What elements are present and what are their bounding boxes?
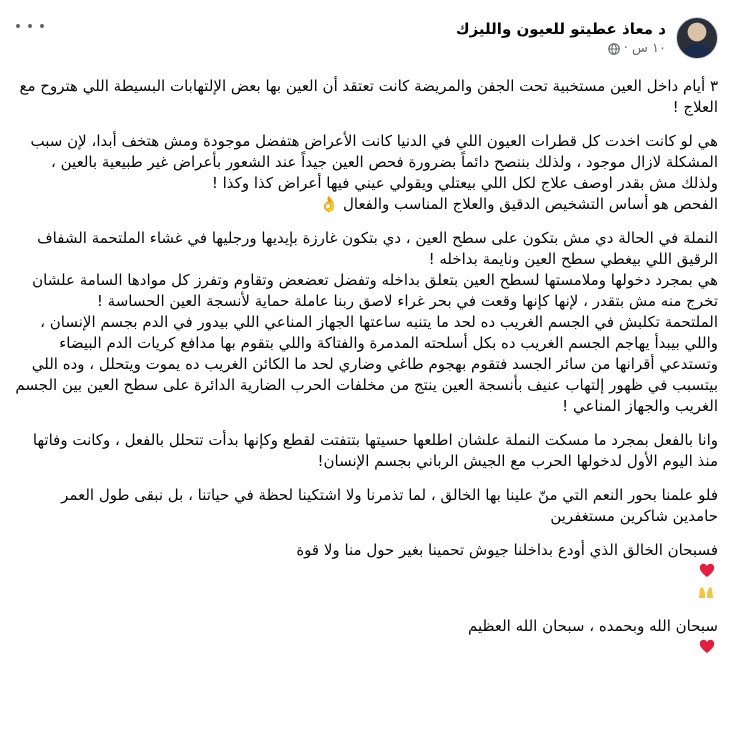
post-paragraph: النملة في الحالة دي مش بتكون على سطح العين ، دي بتكون غارزة بإيديها ورجليها في غشاء الملتحمة الشفاف الرقيق اللي بيغطي سطح العين ونايمة بداخله ! هي بمجرد دخولها وملامستها لسطح العين بتعلق بداخله وتفضل تعضعض وتقاوم وتفرز كل موادها السامة علشان تخرج منه مش بتقدر ، لإنها كإنها وقعت في بحر غراء لاصق ربنا عاملة حماية لأنسجة العين الحساسة ! الملتحمة تكلبش في الجسم الغريب ده لحد ما يتنبه ساعتها الجهاز المناعي اللي بيدور في الدم بجسم الإنسان ، واللي بيبدأ يهاجم الجسم الغريب ده بكل أسلحته المدمرة والفتاكة واللي بتقوم بها مدافع كريات الدم البيضاء وتستدعي أقرانها من سائر الجسد فتقوم بهجوم طاغي وضاري لحد ما الكائن الغريب ده يموت ويتحلل ، وده اللي بيتسبب في ظهور إلتهاب عنيف بأنسجة العين ينتج من مخلفات الحرب الضارية الدائرة على سطح العين بين الجسم الغريب والجهاز المناعي ! (15, 229, 718, 415)
separator-dot: · (623, 41, 629, 56)
post-paragraph-text: فسبحان الخالق الذي أودع بداخلنا جيوش تحمينا بغير حول منا ولا قوة (296, 541, 718, 559)
post-paragraph: فلو علمنا بحور النعم التي منّ علينا بها الخالق ، لما تذمرنا ولا اشتكينا لحظة في حياتنا ، بل نبقى طول العمر حامدين شاكرين مستغفرين (61, 486, 718, 525)
author-meta (456, 20, 666, 56)
more-options-icon[interactable] (16, 18, 44, 34)
post-paragraph-with-emoji (12, 616, 718, 658)
more-dot (16, 24, 20, 28)
post-paragraph-text: سبحان الله وبحمده ، سبحان الله العظيم (468, 617, 718, 635)
author-name[interactable]: د معاذ عطيتو للعيون والليزك (455, 20, 666, 38)
more-dot (40, 24, 44, 28)
raising-hands-icon (697, 585, 715, 599)
post-paragraph-with-emoji (12, 540, 718, 603)
heart-icon (699, 639, 715, 654)
post-time[interactable]: ١٠ س (632, 41, 666, 56)
post-paragraph: هي لو كانت اخدت كل قطرات العيون اللي في الدنيا كانت الأعراض هتفضل موجودة ومش هتخف أبدا، لإن سبب المشكلة لازال موجود ، ولذلك بننصح دائماً بضرورة فحص العين جيداً عند الشعور بأعراض غير طبيعية بالعين ، ولذلك مش بقدر اوصف علاج لكل اللي بيعتلي ويقولي عيني فيها أعراض كذا وكذا ! الفحص هو أساس التشخيص الدقيق والعلاج المناسب والفعال 👌 (30, 132, 718, 213)
post-paragraph: وانا بالفعل بمجرد ما مسكت النملة علشان اطلعها حسيتها بتتفتت لقطع وكإنها بدأت تتحلل بالفعل ، وكانت وفاتها منذ اليوم الأول لدخولها الحرب مع الجيش الرباني بجسم الإنسان! (32, 431, 718, 470)
heart-icon (699, 563, 715, 578)
post-header (14, 12, 718, 64)
post-body (12, 76, 718, 658)
post-meta-line (456, 41, 666, 56)
post-paragraph: ٣ أيام داخل العين مستخبية تحت الجفن والمريضة كانت تعتقد أن العين بها بعض الإلتهابات البسيطة اللي هتروح مع العلاج ! (19, 77, 718, 116)
more-dot (28, 24, 32, 28)
globe-icon[interactable] (608, 43, 620, 55)
author-avatar[interactable] (676, 17, 718, 59)
